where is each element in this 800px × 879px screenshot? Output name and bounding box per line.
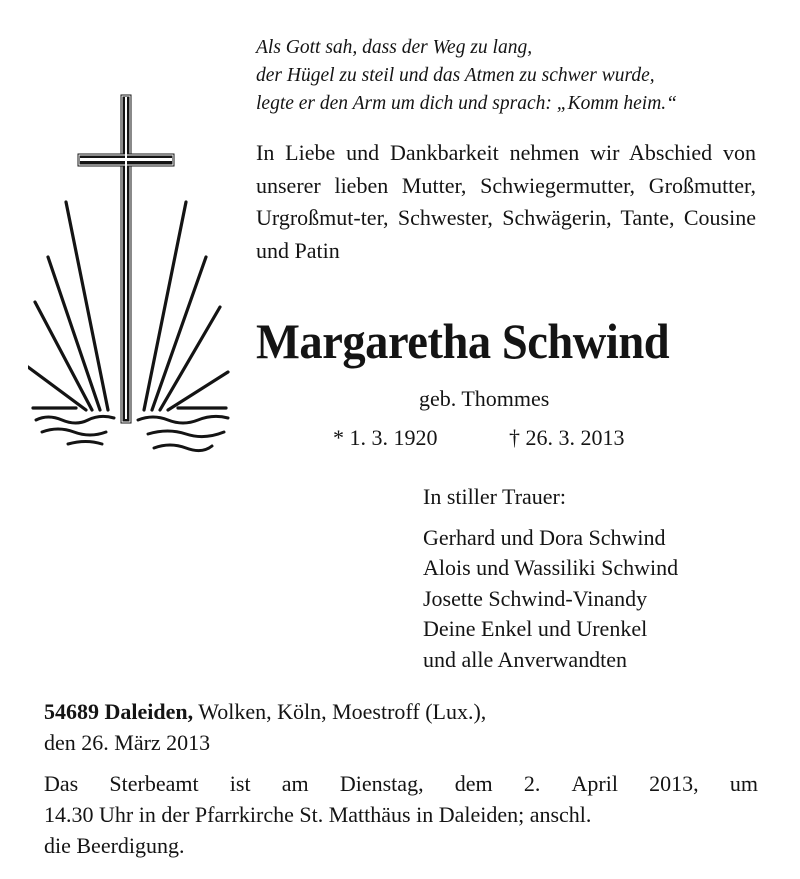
mourners (423, 482, 783, 675)
cross-with-sunrays-icon (28, 92, 238, 462)
mourners-heading: In stiller Trauer: (423, 484, 566, 509)
maiden-name: geb. Thommes (419, 386, 550, 411)
birth-date: * 1. 3. 1920 (333, 425, 438, 450)
death-date: † 26. 3. 2013 (509, 425, 625, 450)
mourner-name: und alle Anverwandten (423, 646, 628, 672)
mourner-name: Josette Schwind-Vinandy (423, 585, 648, 611)
intro-text: In Liebe und Dankbarkeit nehmen wir Abschied von unserer lieben Mutter, Schwiegermutter, Großmutter, Urgroßmut-ter, Schwester, Schwägerin, Tante, Cousine und Patin (256, 140, 756, 263)
funeral-info (44, 768, 758, 861)
funeral-word: 2. (523, 771, 541, 796)
place-and-date (44, 696, 764, 758)
funeral-line-3: die Beerdigung. (44, 833, 185, 858)
funeral-word: 2013, (649, 771, 699, 796)
deceased-name: Margaretha Schwind (256, 313, 670, 369)
funeral-word: dem (454, 771, 493, 796)
funeral-word: Dienstag, (339, 771, 424, 796)
poem-line: Als Gott sah, dass der Weg zu lang, (256, 37, 533, 58)
funeral-line-1 (44, 768, 758, 799)
mourner-name: Deine Enkel und Urenkel (423, 616, 648, 641)
poem-line: der Hügel zu steil und das Atmen zu schwer wurde, (256, 65, 655, 86)
funeral-word: Sterbeamt (109, 771, 199, 796)
mourner-name: Gerhard und Dora Schwind (423, 524, 666, 550)
mourner-name: Alois und Wassiliki Schwind (423, 555, 679, 580)
notice-date: den 26. März 2013 (44, 730, 211, 755)
funeral-word: April (571, 771, 618, 796)
funeral-line-2: 14.30 Uhr in der Pfarrkirche St. Matthäus in Daleiden; anschl. (44, 802, 592, 827)
poem-line: legte er den Arm um dich und sprach: „Komm heim.“ (256, 93, 678, 114)
poem (256, 34, 776, 118)
other-places: Wolken, Köln, Moestroff (Lux.), (193, 699, 487, 724)
funeral-word: um (729, 771, 758, 796)
funeral-word: Das (44, 771, 79, 796)
funeral-word: am (281, 771, 309, 796)
main-place: 54689 Daleiden, (44, 699, 194, 724)
funeral-word: ist (229, 771, 251, 796)
